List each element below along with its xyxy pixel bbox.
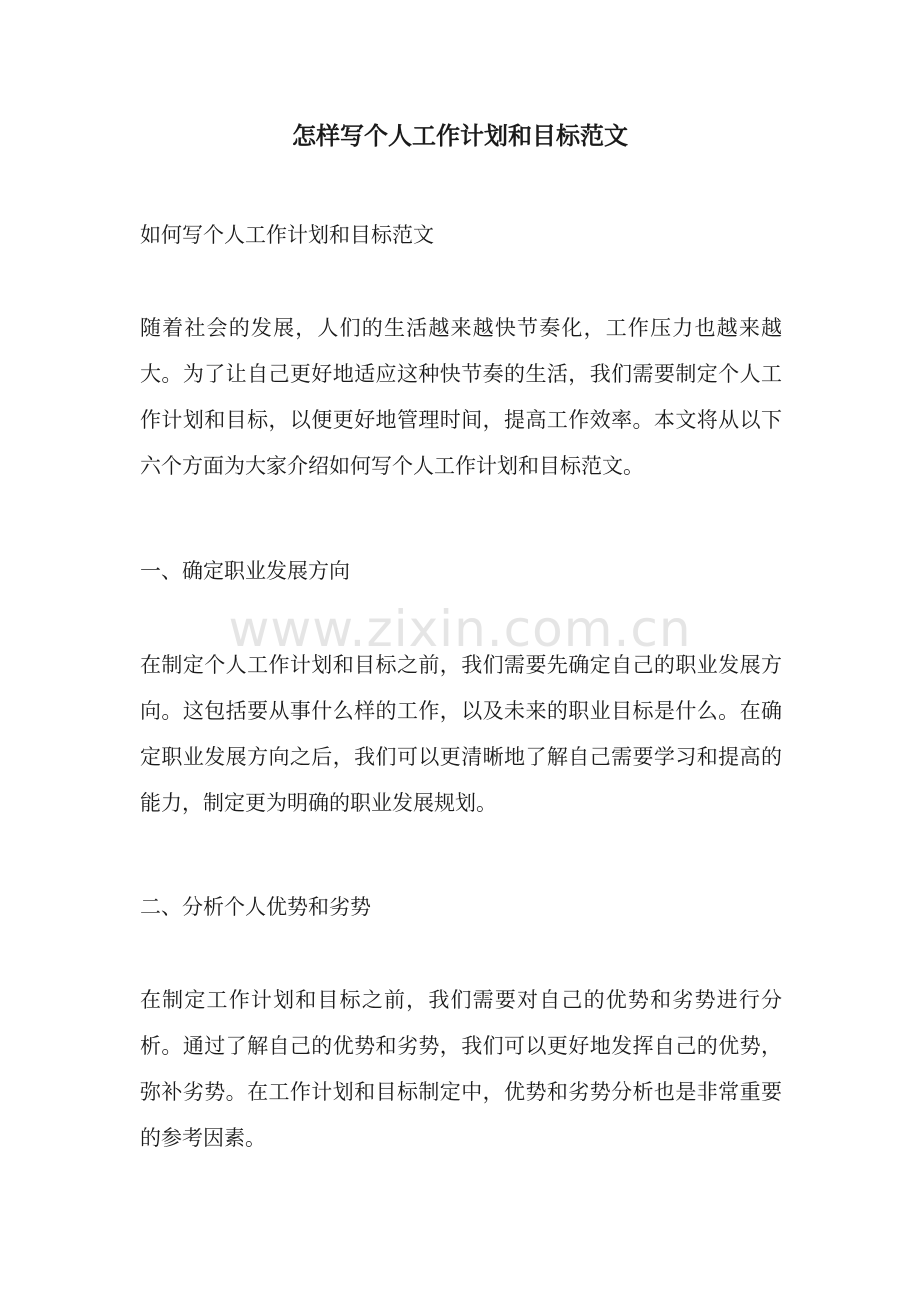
watermark: www.zixin.com.cn (228, 600, 692, 658)
document-subtitle: 如何写个人工作计划和目标范文 (140, 223, 434, 247)
document-title: 怎样写个人工作计划和目标范文 (292, 121, 628, 150)
section-heading-2: 二、分析个人优势和劣势 (140, 895, 371, 919)
section-body-1: 在制定个人工作计划和目标之前，我们需要先确定自己的职业发展方向。这包括要从事什么样的工作，以及未来的职业目标是什么。在确定职业发展方向之后，我们可以更清晰地了解自己需要学习和提高的能力，制定更为明确的职业发展规划。 (140, 653, 782, 815)
section-heading-1: 一、确定职业发展方向 (140, 559, 350, 583)
intro-paragraph: 随着社会的发展，人们的生活越来越快节奏化，工作压力也越来越大。为了让自己更好地适应这种快节奏的生活，我们需要制定个人工作计划和目标，以便更好地管理时间，提高工作效率。本文将从以下六个方面为大家介绍如何写个人工作计划和目标范文。 (140, 316, 782, 478)
section-body-2: 在制定工作计划和目标之前，我们需要对自己的优势和劣势进行分析。通过了解自己的优势和劣势，我们可以更好地发挥自己的优势，弥补劣势。在工作计划和目标制定中，优势和劣势分析也是非常重要的参考因素。 (140, 988, 782, 1150)
